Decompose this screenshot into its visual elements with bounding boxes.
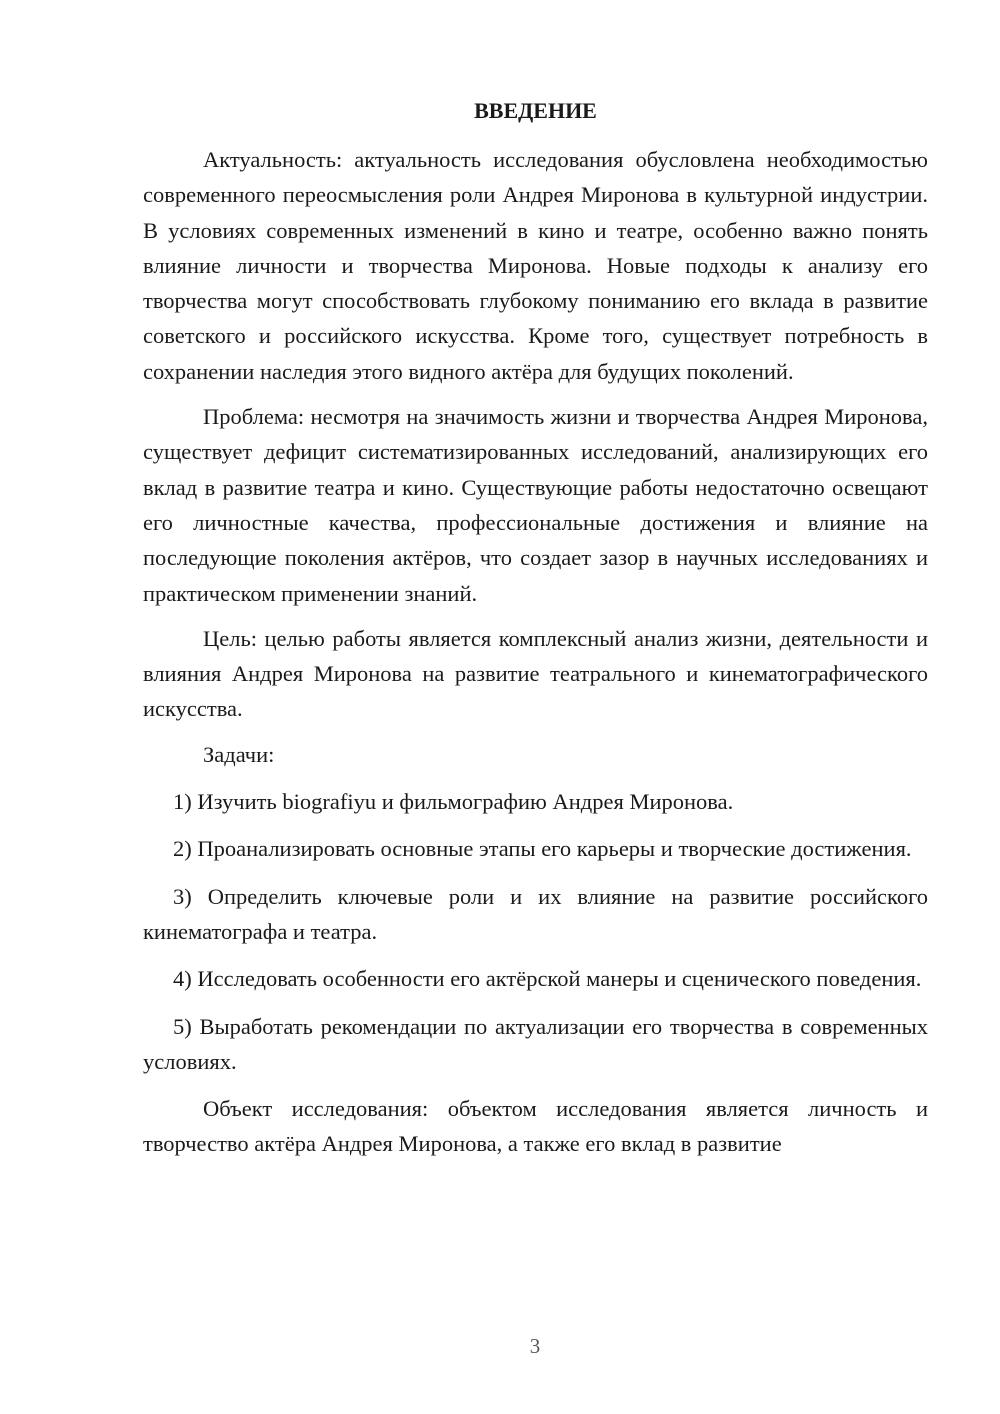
relevance-paragraph: Актуальность: актуальность исследования обусловлена необходимостью современного переосмысления роли Андрея Миронова в культурной индустрии. В условиях современных изменений в кино и театре, особенно важно понять влияние личности и творчества Миронова. Новые подходы к анализу его творчества могут способствовать глубокому пониманию его вклада в развитие советского и российского искусства. Кроме того, существует потребность в сохранении наследия этого видного актёра для будущих поколений.	[143, 147, 928, 384]
task-item-2: 2) Проанализировать основные этапы его карьеры и творческие достижения.	[173, 836, 912, 862]
problem-paragraph: Проблема: несмотря на значимость жизни и творчества Андрея Миронова, существует дефицит систематизированных исследований, анализирующих его вклад в развитие театра и кино. Существующие работы недостаточно освещают его личностные качества, профессиональные достижения и влияние на последующие поколения актёров, что создает зазор в научных исследованиях и практическом применении знаний.	[143, 404, 928, 606]
object-paragraph: Объект исследования: объектом исследования является личность и творчество актёра Андрея Миронова, а также его вклад в развитие	[143, 1096, 928, 1157]
tasks-label: Задачи:	[203, 741, 275, 767]
task-item-5: 5) Выработать рекомендации по актуализации его творчества в современных условиях.	[143, 1013, 928, 1074]
task-item-4: 4) Исследовать особенности его актёрской манеры и сценического поведения.	[173, 966, 922, 992]
task-item-3: 3) Определить ключевые роли и их влияние на развитие российского кинематографа и театра.	[143, 883, 928, 944]
task-item-1: 1) Изучить biografiyu и фильмографию Андрея Миронова.	[173, 789, 734, 815]
body-text	[143, 142, 928, 1172]
page-title: ВВЕДЕНИЕ	[474, 98, 597, 123]
goal-paragraph: Цель: целью работы является комплексный анализ жизни, деятельности и влияния Андрея Миронова на развитие театрального и кинематографического искусства.	[143, 625, 928, 722]
page-number: 3	[529, 1334, 541, 1358]
